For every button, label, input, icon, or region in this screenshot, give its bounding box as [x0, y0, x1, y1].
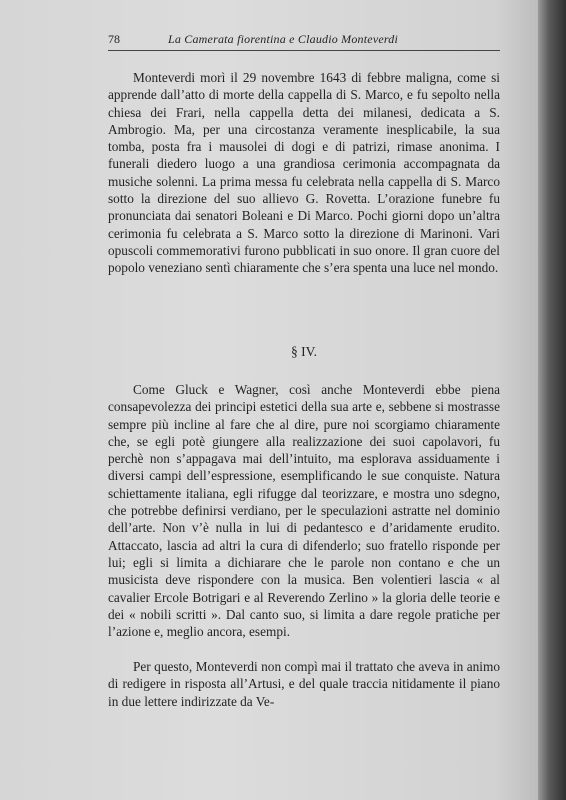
section-heading: § IV. [290, 344, 317, 359]
paragraph-2-block [108, 381, 500, 640]
paragraph-1: Monteverdi morì il 29 novembre 1643 di febbre maligna, come si apprende dall’atto di morte della cappella di S. Marco, e fu sepolto nella chiesa dei Frari, nella cappella detta dei milanesi, dedicata a S. Ambrogio. Ma, per una circostanza veramente inesplicabile, la sua tomba, posta fra i mausolei di dogi e di patrizi, rimase anonima. I funerali diedero luogo a una grandiosa cerimonia accompagnata da musiche solenni. La prima messa fu celebrata nella cappella di S. Marco sotto la direzione del suo allievo G. Rovetta. L’orazione funebre fu pronunciata dai senatori Boleani e Di Marco. Pochi giorni dopo un’altra cerimonia fu celebrata a S. Marco sotto la direzione di Marinoni. Vari opuscoli commemorativi furono pubblicati in suo onore. Il gran cuore del popolo veneziano sentì chiaramente che s’era spenta una luce nel mondo. [108, 70, 500, 276]
paragraph-1-block [108, 69, 500, 277]
page-number: 78 [108, 32, 120, 46]
paragraph-2: Come Gluck e Wagner, così anche Monteverdi ebbe piena consapevolezza dei principi estetici della sua arte e, sebbene si mostrasse sempre più incline al fare che al dire, pure noi scorgiamo chiaramente che, se egli potè giungere alla realizzazione dei suoi capolavori, fu perchè non s’appagava mai dell’intuito, ma esplorava assiduamente i diversi campi dell’espressione, esemplificando le sue conquiste. Natura schiettamente italiana, egli rifugge dal teorizzare, e mostra uno sdegno, che potrebbe definirsi verdiano, per le speculazioni astratte nel dominio dell’arte. Non v’è nulla in lui di pedantesco e d’aridamente erudito. Attaccato, lascia ad altri la cura di difenderlo; suo fratello risponde per lui; egli si limita a dichiarare che le parole non contano e che un musicista deve rispondere con la musica. Ben volentieri lascia « al cavalier Ercole Botrigari e al Reverendo Zerlino » la gloria delle teorie e dei « nobili scritti ». Dal canto suo, si limita a dare regole pratiche per l’azione e, meglio ancora, esempi. [108, 382, 500, 640]
running-header [108, 30, 500, 51]
running-title: La Camerata fiorentina e Claudio Monteverdi [168, 32, 399, 46]
book-binding-edge [538, 0, 566, 800]
paragraph-3: Per questo, Monteverdi non compì mai il trattato che aveva in animo di redigere in risposta all’Artusi, e del quale traccia nitidamente il piano in due lettere indirizzate da Ve- [108, 659, 500, 709]
paragraph-3-block [108, 658, 500, 710]
